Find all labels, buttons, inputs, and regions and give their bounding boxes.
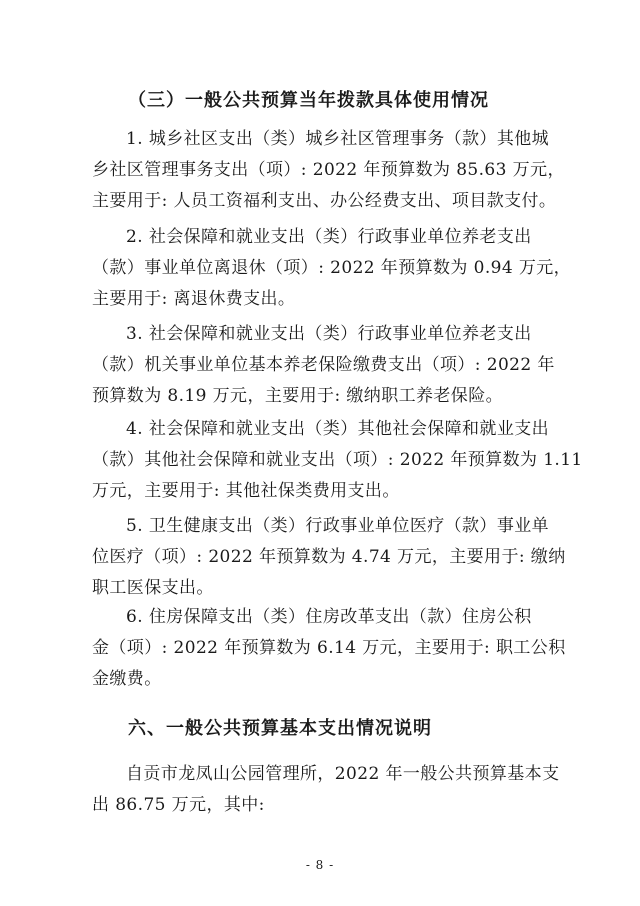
section-heading: （三）一般公共预算当年拨款具体使用情况: [128, 90, 489, 111]
text-line: 金缴费。: [92, 669, 162, 689]
text-line: 万元，主要用于: 其他社保类费用支出。: [92, 481, 400, 501]
text-line: 主要用于: 人员工资福利支出、办公经费支出、项目款支付。: [92, 191, 557, 211]
text-line: 自贡市龙凤山公园管理所，2022 年一般公共预算基本支: [126, 764, 560, 784]
text-line: 3. 社会保障和就业支出（类）行政事业单位养老支出: [126, 324, 532, 344]
text-line: 5. 卫生健康支出（类）行政事业单位医疗（款）事业单: [126, 516, 550, 536]
text-line: 职工医保支出。: [92, 578, 214, 598]
text-line: 4. 社会保障和就业支出（类）其他社会保障和就业支出: [126, 419, 550, 439]
page-number: - 8 -: [305, 858, 335, 872]
text-line: （款）事业单位离退休（项）: 2022 年预算数为 0.94 万元，: [92, 258, 572, 278]
text-line: 1. 城乡社区支出（类）城乡社区管理事务（款）其他城: [126, 129, 550, 149]
text-line: 预算数为 8.19 万元，主要用于: 缴纳职工养老保险。: [92, 386, 503, 406]
paragraph-item-1: [92, 124, 565, 217]
paragraph-item-5: [92, 511, 566, 604]
paragraph-item-2: [92, 222, 572, 315]
section-six-heading: 六、一般公共预算基本支出情况说明: [128, 718, 432, 739]
text-line: （款）其他社会保障和就业支出（项）: 2022 年预算数为 1.11: [92, 450, 583, 470]
text-line: 2. 社会保障和就业支出（类）行政事业单位养老支出: [126, 227, 532, 247]
text-line: 乡社区管理事务支出（项）: 2022 年预算数为 85.63 万元，: [92, 160, 565, 180]
text-line: 出 86.75 万元，其中:: [92, 795, 265, 815]
paragraph-item-4: [92, 414, 583, 507]
text-line: （款）机关事业单位基本养老保险缴费支出（项）: 2022 年: [92, 355, 555, 375]
text-line: 主要用于: 离退休费支出。: [92, 289, 296, 309]
text-line: 6. 住房保障支出（类）住房改革支出（款）住房公积: [126, 607, 532, 627]
text-line: 位医疗（项）: 2022 年预算数为 4.74 万元，主要用于: 缴纳: [92, 547, 566, 567]
section-six-paragraph: [92, 759, 560, 821]
text-line: 金（项）: 2022 年预算数为 6.14 万元，主要用于: 职工公积: [92, 638, 566, 658]
paragraph-item-6: [92, 602, 566, 695]
paragraph-item-3: [92, 319, 555, 412]
